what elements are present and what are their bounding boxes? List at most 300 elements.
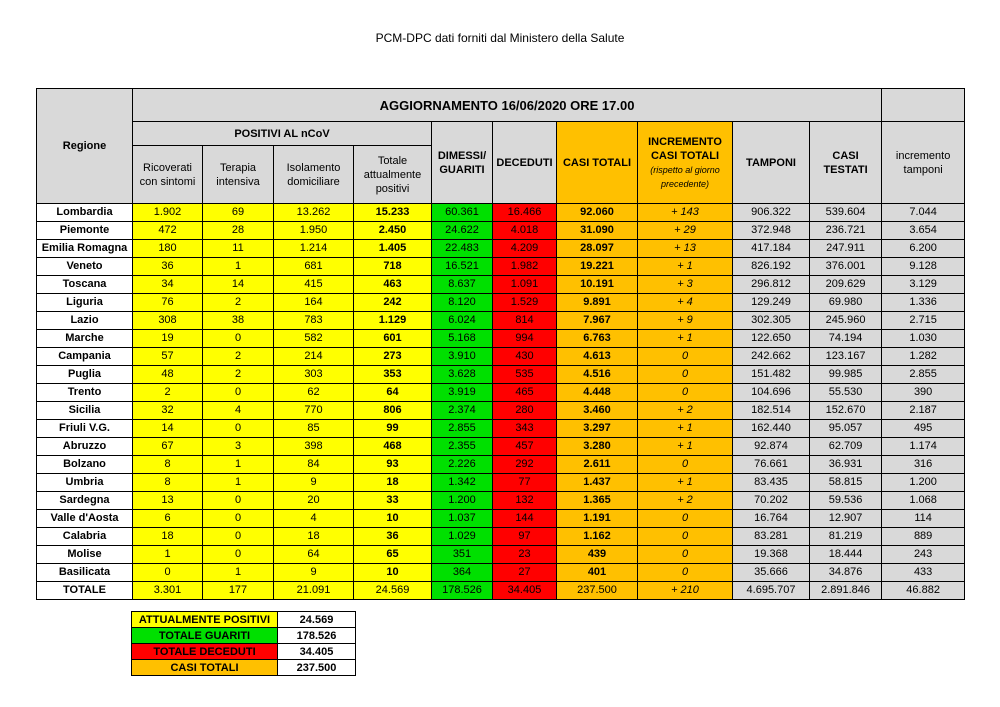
summary-label: ATTUALMENTE POSITIVI (132, 612, 278, 628)
table-row (37, 312, 965, 330)
dimessi-cell: 178.526 (432, 582, 493, 600)
dimessi-cell: 364 (432, 564, 493, 582)
isolamento-cell: 1.214 (274, 240, 354, 258)
tamponi-cell: 302.305 (733, 312, 810, 330)
terapia-cell: 0 (203, 492, 274, 510)
ricoverati-cell: 2 (133, 384, 203, 402)
tamponi-cell: 122.650 (733, 330, 810, 348)
page-title: PCM-DPC dati forniti dal Ministero della Salute (375, 31, 625, 45)
table-row (37, 384, 965, 402)
regione-cell: Valle d'Aosta (37, 510, 133, 528)
ricoverati-cell: 19 (133, 330, 203, 348)
dimessi-cell: 2.355 (432, 438, 493, 456)
regione-cell: Liguria (37, 294, 133, 312)
isolamento-cell: 681 (274, 258, 354, 276)
ricoverati-cell: 13 (133, 492, 203, 510)
summary-value: 24.569 (278, 612, 356, 628)
table-row (37, 348, 965, 366)
terapia-cell: 2 (203, 366, 274, 384)
table-row (37, 402, 965, 420)
ricoverati-cell: 67 (133, 438, 203, 456)
isolamento-cell: 9 (274, 564, 354, 582)
inc-tamponi-cell: 7.044 (882, 204, 965, 222)
header-blank (882, 89, 965, 122)
dimessi-cell: 1.342 (432, 474, 493, 492)
dimessi-cell: 1.200 (432, 492, 493, 510)
deceduti-cell: 430 (493, 348, 557, 366)
header-dimessi: DIMESSI/ GUARITI (432, 122, 493, 204)
inc-tamponi-cell: 390 (882, 384, 965, 402)
totale-cell: 65 (354, 546, 432, 564)
tamponi-cell: 162.440 (733, 420, 810, 438)
table-row (37, 456, 965, 474)
table-row (37, 330, 965, 348)
ricoverati-cell: 1.902 (133, 204, 203, 222)
casi-cell: 28.097 (557, 240, 638, 258)
ricoverati-cell: 48 (133, 366, 203, 384)
ricoverati-cell: 472 (133, 222, 203, 240)
header-incremento-note: (rispetto al giorno precedente) (650, 164, 720, 189)
inc-tamponi-cell: 889 (882, 528, 965, 546)
incremento-cell: + 1 (638, 438, 733, 456)
incremento-cell: + 2 (638, 402, 733, 420)
dimessi-cell: 351 (432, 546, 493, 564)
tamponi-cell: 906.322 (733, 204, 810, 222)
inc-tamponi-cell: 2.715 (882, 312, 965, 330)
deceduti-cell: 1.529 (493, 294, 557, 312)
tamponi-cell: 76.661 (733, 456, 810, 474)
ricoverati-cell: 0 (133, 564, 203, 582)
isolamento-cell: 303 (274, 366, 354, 384)
incremento-cell: + 3 (638, 276, 733, 294)
table-row (37, 222, 965, 240)
incremento-cell: 0 (638, 366, 733, 384)
terapia-cell: 11 (203, 240, 274, 258)
totale-cell: 463 (354, 276, 432, 294)
inc-tamponi-cell: 1.030 (882, 330, 965, 348)
totale-cell: 1.405 (354, 240, 432, 258)
incremento-cell: + 210 (638, 582, 733, 600)
incremento-cell: + 4 (638, 294, 733, 312)
casi-cell: 4.613 (557, 348, 638, 366)
tamponi-cell: 83.435 (733, 474, 810, 492)
summary-label: TOTALE GUARITI (132, 628, 278, 644)
incremento-cell: 0 (638, 348, 733, 366)
testati-cell: 18.444 (810, 546, 882, 564)
totale-cell: 33 (354, 492, 432, 510)
regione-cell: Umbria (37, 474, 133, 492)
summary-value: 237.500 (278, 660, 356, 676)
tamponi-cell: 83.281 (733, 528, 810, 546)
regione-cell: Lombardia (37, 204, 133, 222)
header-isolamento: Isolamento domiciliare (274, 146, 354, 204)
tamponi-cell: 35.666 (733, 564, 810, 582)
table-row (37, 240, 965, 258)
tamponi-cell: 151.482 (733, 366, 810, 384)
inc-tamponi-cell: 114 (882, 510, 965, 528)
deceduti-cell: 27 (493, 564, 557, 582)
testati-cell: 209.629 (810, 276, 882, 294)
inc-tamponi-cell: 495 (882, 420, 965, 438)
isolamento-cell: 1.950 (274, 222, 354, 240)
deceduti-cell: 535 (493, 366, 557, 384)
isolamento-cell: 20 (274, 492, 354, 510)
regione-cell: Calabria (37, 528, 133, 546)
regione-cell: Abruzzo (37, 438, 133, 456)
ricoverati-cell: 6 (133, 510, 203, 528)
regione-cell: Marche (37, 330, 133, 348)
terapia-cell: 14 (203, 276, 274, 294)
tamponi-cell: 182.514 (733, 402, 810, 420)
tamponi-cell: 826.192 (733, 258, 810, 276)
testati-cell: 59.536 (810, 492, 882, 510)
ricoverati-cell: 1 (133, 546, 203, 564)
inc-tamponi-cell: 46.882 (882, 582, 965, 600)
casi-cell: 237.500 (557, 582, 638, 600)
totale-cell: 273 (354, 348, 432, 366)
header-terapia: Terapia intensiva (203, 146, 274, 204)
dimessi-cell: 8.120 (432, 294, 493, 312)
regione-cell: Basilicata (37, 564, 133, 582)
testati-cell: 81.219 (810, 528, 882, 546)
casi-cell: 3.460 (557, 402, 638, 420)
terapia-cell: 69 (203, 204, 274, 222)
totale-cell: 1.129 (354, 312, 432, 330)
isolamento-cell: 770 (274, 402, 354, 420)
dimessi-cell: 6.024 (432, 312, 493, 330)
terapia-cell: 0 (203, 510, 274, 528)
isolamento-cell: 13.262 (274, 204, 354, 222)
ricoverati-cell: 14 (133, 420, 203, 438)
totale-cell: 718 (354, 258, 432, 276)
deceduti-cell: 16.466 (493, 204, 557, 222)
deceduti-cell: 1.982 (493, 258, 557, 276)
summary-label: TOTALE DECEDUTI (132, 644, 278, 660)
incremento-cell: 0 (638, 456, 733, 474)
casi-cell: 3.280 (557, 438, 638, 456)
inc-tamponi-cell: 1.200 (882, 474, 965, 492)
incremento-cell: + 1 (638, 330, 733, 348)
testati-cell: 236.721 (810, 222, 882, 240)
regione-cell: Sicilia (37, 402, 133, 420)
inc-tamponi-cell: 2.187 (882, 402, 965, 420)
deceduti-cell: 814 (493, 312, 557, 330)
deceduti-cell: 457 (493, 438, 557, 456)
dimessi-cell: 22.483 (432, 240, 493, 258)
isolamento-cell: 783 (274, 312, 354, 330)
regione-cell: Bolzano (37, 456, 133, 474)
inc-tamponi-cell: 2.855 (882, 366, 965, 384)
inc-tamponi-cell: 433 (882, 564, 965, 582)
casi-cell: 7.967 (557, 312, 638, 330)
regione-cell: Toscana (37, 276, 133, 294)
dimessi-cell: 3.919 (432, 384, 493, 402)
regione-cell: Campania (37, 348, 133, 366)
terapia-cell: 1 (203, 258, 274, 276)
terapia-cell: 2 (203, 294, 274, 312)
ricoverati-cell: 76 (133, 294, 203, 312)
isolamento-cell: 582 (274, 330, 354, 348)
deceduti-cell: 465 (493, 384, 557, 402)
ricoverati-cell: 3.301 (133, 582, 203, 600)
isolamento-cell: 64 (274, 546, 354, 564)
table-row (37, 510, 965, 528)
testati-cell: 74.194 (810, 330, 882, 348)
totale-cell: 64 (354, 384, 432, 402)
casi-cell: 19.221 (557, 258, 638, 276)
summary-row (132, 612, 356, 628)
header-regione: Regione (37, 89, 133, 204)
regione-cell: Trento (37, 384, 133, 402)
casi-cell: 6.763 (557, 330, 638, 348)
incremento-cell: + 13 (638, 240, 733, 258)
totals-row (37, 582, 965, 600)
casi-cell: 31.090 (557, 222, 638, 240)
casi-cell: 1.162 (557, 528, 638, 546)
dimessi-cell: 24.622 (432, 222, 493, 240)
dimessi-cell: 2.855 (432, 420, 493, 438)
regione-cell: Veneto (37, 258, 133, 276)
header-casi-testati: CASI TESTATI (810, 122, 882, 204)
totale-cell: 36 (354, 528, 432, 546)
casi-cell: 10.191 (557, 276, 638, 294)
isolamento-cell: 9 (274, 474, 354, 492)
testati-cell: 12.907 (810, 510, 882, 528)
testati-cell: 376.001 (810, 258, 882, 276)
regione-cell: Friuli V.G. (37, 420, 133, 438)
deceduti-cell: 343 (493, 420, 557, 438)
summary-value: 178.526 (278, 628, 356, 644)
header-casi-totali: CASI TOTALI (557, 122, 638, 204)
testati-cell: 69.980 (810, 294, 882, 312)
deceduti-cell: 34.405 (493, 582, 557, 600)
totale-cell: 353 (354, 366, 432, 384)
deceduti-cell: 292 (493, 456, 557, 474)
isolamento-cell: 18 (274, 528, 354, 546)
isolamento-cell: 415 (274, 276, 354, 294)
casi-cell: 4.448 (557, 384, 638, 402)
testati-cell: 152.670 (810, 402, 882, 420)
terapia-cell: 28 (203, 222, 274, 240)
casi-cell: 1.191 (557, 510, 638, 528)
inc-tamponi-cell: 243 (882, 546, 965, 564)
header-totale-positivi: Totale attualmente positivi (354, 146, 432, 204)
testati-cell: 245.960 (810, 312, 882, 330)
dimessi-cell: 8.637 (432, 276, 493, 294)
testati-cell: 247.911 (810, 240, 882, 258)
terapia-cell: 0 (203, 528, 274, 546)
deceduti-cell: 280 (493, 402, 557, 420)
totale-cell: 15.233 (354, 204, 432, 222)
table-row (37, 294, 965, 312)
incremento-cell: + 2 (638, 492, 733, 510)
dimessi-cell: 3.628 (432, 366, 493, 384)
incremento-cell: + 143 (638, 204, 733, 222)
tamponi-cell: 70.202 (733, 492, 810, 510)
header-update: AGGIORNAMENTO 16/06/2020 ORE 17.00 (133, 89, 882, 122)
tamponi-cell: 16.764 (733, 510, 810, 528)
summary-label: CASI TOTALI (132, 660, 278, 676)
incremento-cell: + 1 (638, 420, 733, 438)
deceduti-cell: 4.209 (493, 240, 557, 258)
table-row (37, 420, 965, 438)
totale-cell: 18 (354, 474, 432, 492)
dimessi-cell: 1.029 (432, 528, 493, 546)
inc-tamponi-cell: 316 (882, 456, 965, 474)
isolamento-cell: 164 (274, 294, 354, 312)
dimessi-cell: 5.168 (432, 330, 493, 348)
terapia-cell: 177 (203, 582, 274, 600)
terapia-cell: 1 (203, 456, 274, 474)
covid-data-table (36, 88, 965, 600)
casi-cell: 439 (557, 546, 638, 564)
regione-cell: TOTALE (37, 582, 133, 600)
inc-tamponi-cell: 1.282 (882, 348, 965, 366)
casi-cell: 1.365 (557, 492, 638, 510)
header-incremento-tamponi: incremento tamponi (882, 122, 965, 204)
incremento-cell: 0 (638, 528, 733, 546)
totale-cell: 99 (354, 420, 432, 438)
inc-tamponi-cell: 6.200 (882, 240, 965, 258)
totale-cell: 93 (354, 456, 432, 474)
incremento-cell: 0 (638, 564, 733, 582)
totale-cell: 806 (354, 402, 432, 420)
deceduti-cell: 77 (493, 474, 557, 492)
tamponi-cell: 296.812 (733, 276, 810, 294)
regione-cell: Piemonte (37, 222, 133, 240)
testati-cell: 95.057 (810, 420, 882, 438)
summary-row (132, 660, 356, 676)
testati-cell: 36.931 (810, 456, 882, 474)
incremento-cell: 0 (638, 510, 733, 528)
terapia-cell: 2 (203, 348, 274, 366)
casi-cell: 3.297 (557, 420, 638, 438)
header-deceduti: DECEDUTI (493, 122, 557, 204)
tamponi-cell: 372.948 (733, 222, 810, 240)
testati-cell: 55.530 (810, 384, 882, 402)
deceduti-cell: 23 (493, 546, 557, 564)
totale-cell: 242 (354, 294, 432, 312)
header-incremento-title: INCREMENTO CASI TOTALI (648, 135, 722, 162)
terapia-cell: 0 (203, 546, 274, 564)
isolamento-cell: 4 (274, 510, 354, 528)
tamponi-cell: 417.184 (733, 240, 810, 258)
ricoverati-cell: 8 (133, 474, 203, 492)
header-incremento (638, 122, 733, 204)
summary-row (132, 628, 356, 644)
terapia-cell: 38 (203, 312, 274, 330)
incremento-cell: 0 (638, 384, 733, 402)
deceduti-cell: 1.091 (493, 276, 557, 294)
inc-tamponi-cell: 1.174 (882, 438, 965, 456)
isolamento-cell: 398 (274, 438, 354, 456)
incremento-cell: + 1 (638, 474, 733, 492)
table-row (37, 528, 965, 546)
regione-cell: Lazio (37, 312, 133, 330)
testati-cell: 99.985 (810, 366, 882, 384)
regione-cell: Emilia Romagna (37, 240, 133, 258)
incremento-cell: 0 (638, 546, 733, 564)
ricoverati-cell: 180 (133, 240, 203, 258)
totale-cell: 10 (354, 564, 432, 582)
casi-cell: 4.516 (557, 366, 638, 384)
isolamento-cell: 84 (274, 456, 354, 474)
ricoverati-cell: 34 (133, 276, 203, 294)
casi-cell: 92.060 (557, 204, 638, 222)
deceduti-cell: 994 (493, 330, 557, 348)
inc-tamponi-cell: 1.068 (882, 492, 965, 510)
casi-cell: 2.611 (557, 456, 638, 474)
testati-cell: 539.604 (810, 204, 882, 222)
terapia-cell: 1 (203, 474, 274, 492)
totale-cell: 2.450 (354, 222, 432, 240)
deceduti-cell: 132 (493, 492, 557, 510)
dimessi-cell: 16.521 (432, 258, 493, 276)
ricoverati-cell: 308 (133, 312, 203, 330)
terapia-cell: 0 (203, 330, 274, 348)
tamponi-cell: 92.874 (733, 438, 810, 456)
tamponi-cell: 19.368 (733, 546, 810, 564)
header-ricoverati: Ricoverati con sintomi (133, 146, 203, 204)
incremento-cell: + 1 (638, 258, 733, 276)
incremento-cell: + 9 (638, 312, 733, 330)
inc-tamponi-cell: 3.654 (882, 222, 965, 240)
casi-cell: 9.891 (557, 294, 638, 312)
table-row (37, 564, 965, 582)
ricoverati-cell: 36 (133, 258, 203, 276)
table-row (37, 438, 965, 456)
terapia-cell: 0 (203, 420, 274, 438)
ricoverati-cell: 57 (133, 348, 203, 366)
totale-cell: 468 (354, 438, 432, 456)
regione-cell: Molise (37, 546, 133, 564)
totale-cell: 10 (354, 510, 432, 528)
table-row (37, 474, 965, 492)
casi-cell: 1.437 (557, 474, 638, 492)
dimessi-cell: 1.037 (432, 510, 493, 528)
summary-row (132, 644, 356, 660)
testati-cell: 58.815 (810, 474, 882, 492)
ricoverati-cell: 32 (133, 402, 203, 420)
inc-tamponi-cell: 9.128 (882, 258, 965, 276)
isolamento-cell: 214 (274, 348, 354, 366)
dimessi-cell: 2.374 (432, 402, 493, 420)
deceduti-cell: 144 (493, 510, 557, 528)
dimessi-cell: 3.910 (432, 348, 493, 366)
isolamento-cell: 85 (274, 420, 354, 438)
isolamento-cell: 62 (274, 384, 354, 402)
table-row (37, 204, 965, 222)
tamponi-cell: 129.249 (733, 294, 810, 312)
header-positivi-group: POSITIVI AL nCoV (133, 122, 432, 146)
testati-cell: 123.167 (810, 348, 882, 366)
testati-cell: 62.709 (810, 438, 882, 456)
table-row (37, 366, 965, 384)
table-row (37, 276, 965, 294)
incremento-cell: + 29 (638, 222, 733, 240)
casi-cell: 401 (557, 564, 638, 582)
tamponi-cell: 104.696 (733, 384, 810, 402)
regione-cell: Sardegna (37, 492, 133, 510)
summary-value: 34.405 (278, 644, 356, 660)
ricoverati-cell: 8 (133, 456, 203, 474)
inc-tamponi-cell: 1.336 (882, 294, 965, 312)
tamponi-cell: 242.662 (733, 348, 810, 366)
table-row (37, 258, 965, 276)
totale-cell: 24.569 (354, 582, 432, 600)
deceduti-cell: 4.018 (493, 222, 557, 240)
regione-cell: Puglia (37, 366, 133, 384)
